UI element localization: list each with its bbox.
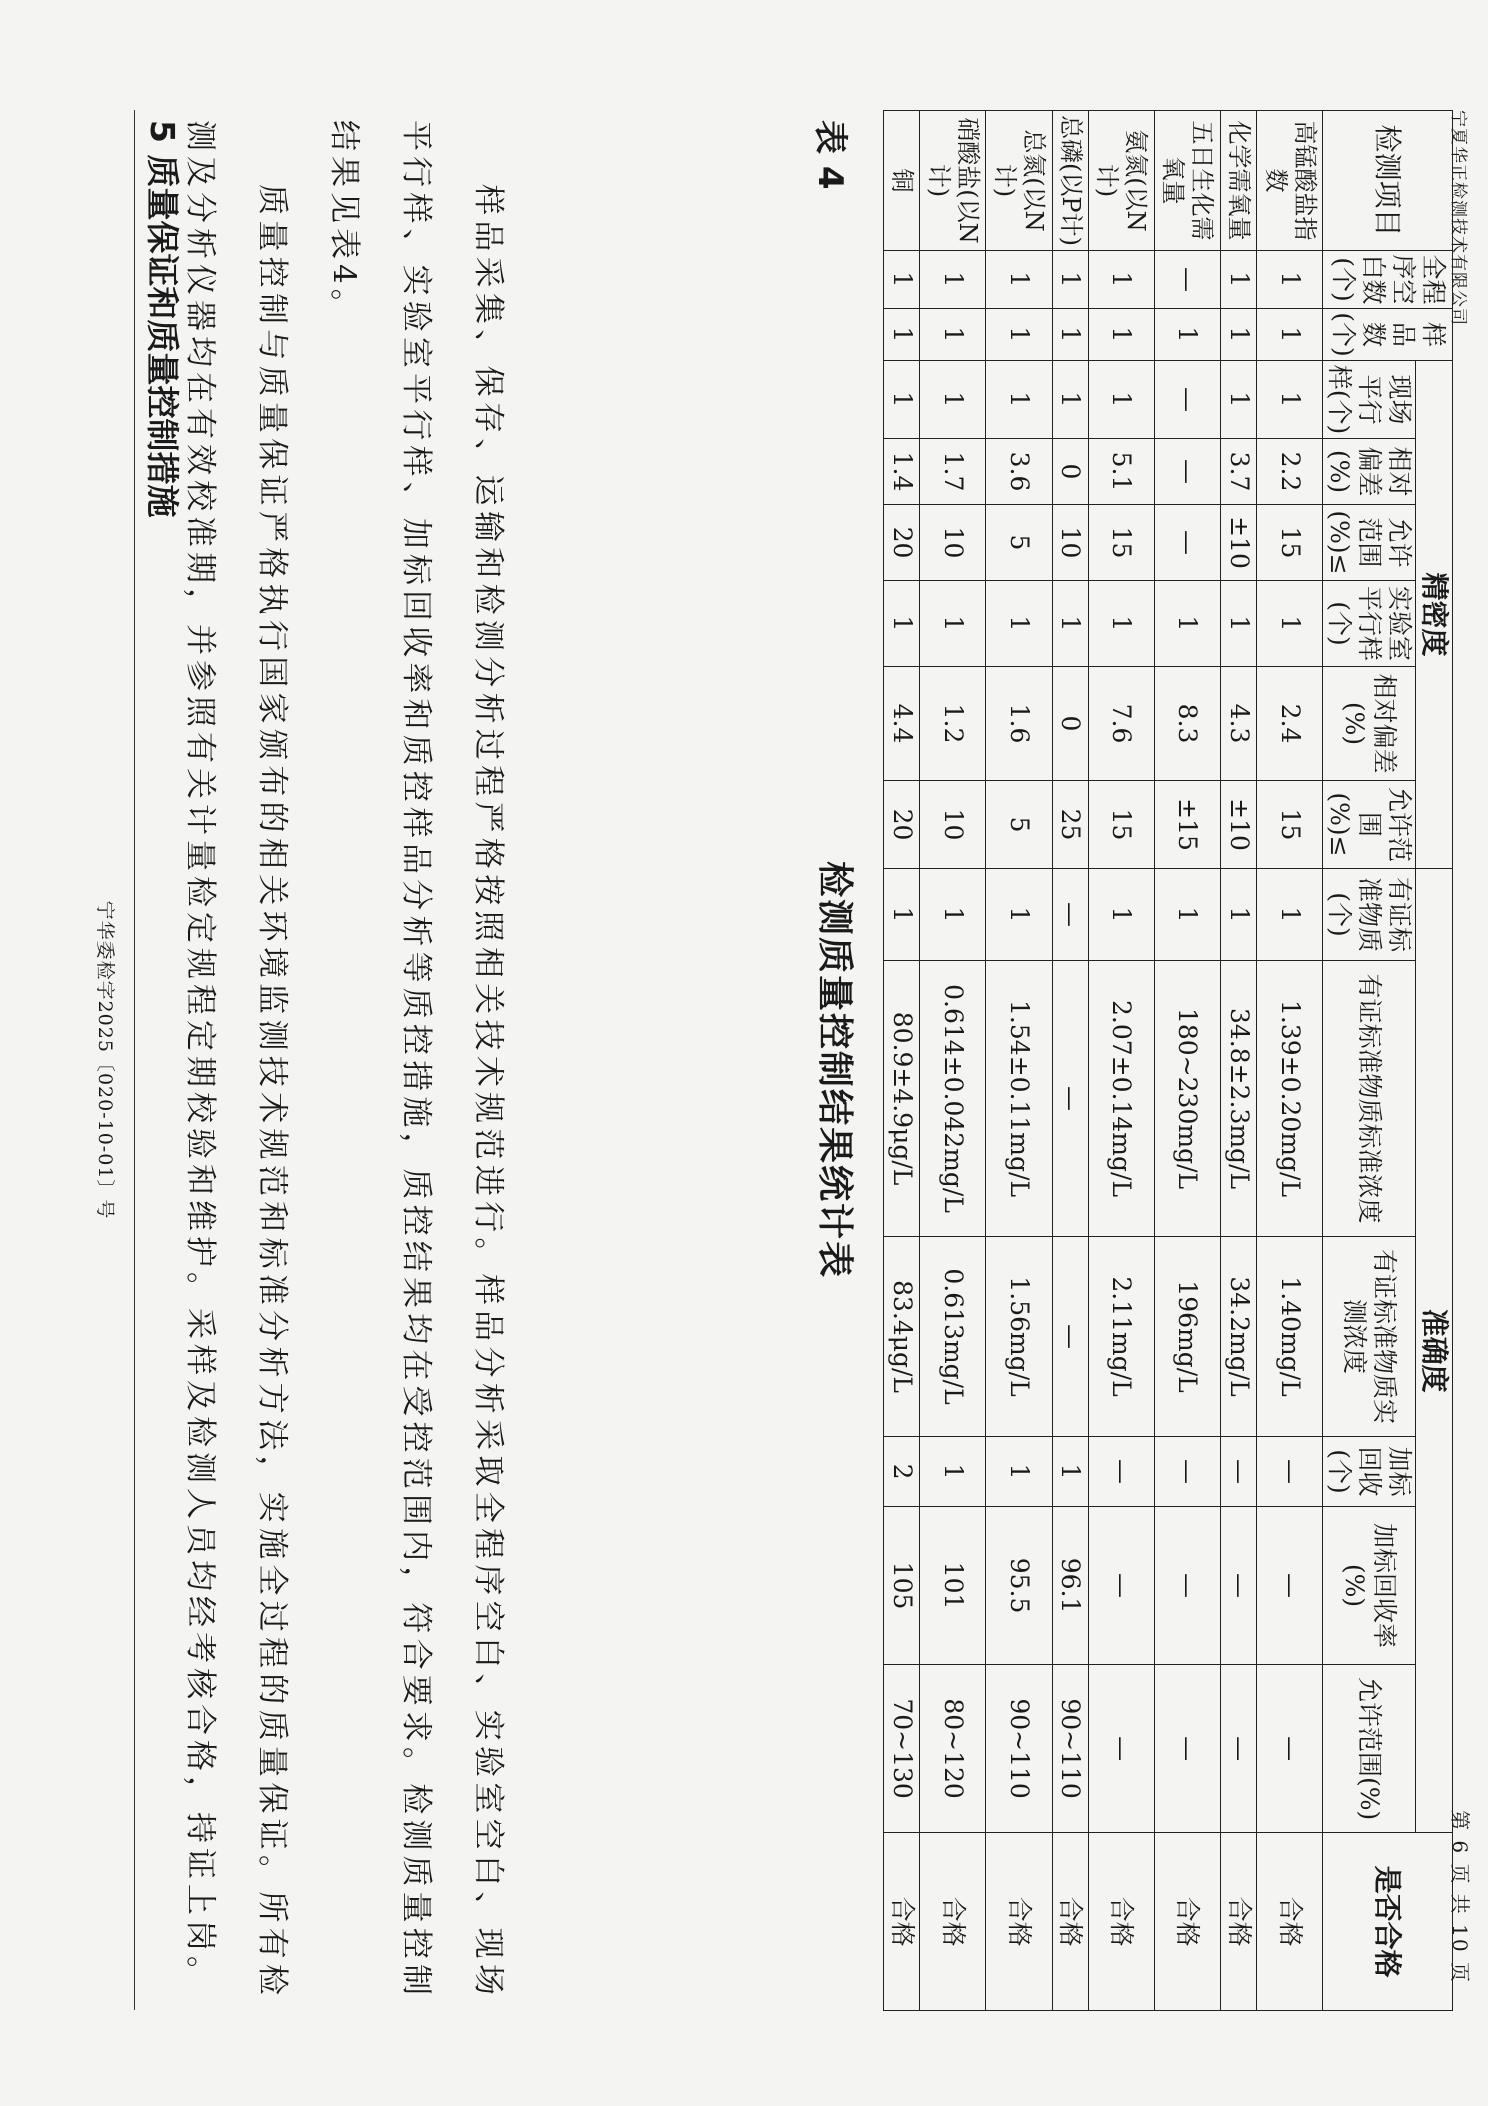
table-cell: 5: [986, 781, 1052, 869]
table-cell: —: [1052, 869, 1088, 961]
table-cell: —: [1088, 1507, 1154, 1665]
table-cell: 10: [920, 781, 986, 869]
table-cell: 2.07±0.14mg/L: [1088, 961, 1154, 1237]
table-cell: 10: [920, 505, 986, 581]
table-row: [1257, 111, 1323, 2011]
table-cell: 0.614±0.042mg/L: [920, 961, 986, 1237]
table-cell: 1: [1154, 581, 1220, 667]
table-cell: 1: [1052, 361, 1088, 439]
table-cell: 3.7: [1221, 439, 1257, 505]
table-cell: 1: [1088, 581, 1154, 667]
table-cell: 1: [1088, 309, 1154, 361]
table-row: [920, 111, 986, 2011]
cell-item-name: 铜: [884, 111, 920, 251]
table-cell: 1.4: [884, 439, 920, 505]
table-cell: 1: [1052, 251, 1088, 309]
table-row: [1221, 111, 1257, 2011]
header-allow-range: 允许范围(%): [1323, 1665, 1416, 1833]
table-header-row-2: [1323, 111, 1416, 2011]
table-cell: —: [1154, 251, 1220, 309]
table-cell: 2.2: [1257, 439, 1323, 505]
table-cell: —: [1257, 1437, 1323, 1507]
table-cell: 合格: [1257, 1833, 1323, 2011]
table-cell: 105: [884, 1507, 920, 1665]
table-cell: 合格: [986, 1833, 1052, 2011]
table-cell: 25: [1052, 781, 1088, 869]
table-cell: 1.6: [986, 667, 1052, 781]
cell-item-name: 总氮(以N计): [986, 111, 1052, 251]
cell-item-name: 化学需氧量: [1221, 111, 1257, 251]
table-cell: 3.6: [986, 439, 1052, 505]
table-cell: 1.2: [920, 667, 986, 781]
table-cell: —: [1221, 1437, 1257, 1507]
table-cell: 1.40mg/L: [1257, 1237, 1323, 1437]
table-cell: 1: [1257, 869, 1323, 961]
table-cell: 96.1: [1052, 1507, 1088, 1665]
table-cell: 1: [986, 869, 1052, 961]
table-cell: 90~110: [1052, 1665, 1088, 1833]
table-row: [1154, 111, 1220, 2011]
paragraph-quality-assurance: 质量控制与质量保证严格执行国家颁布的相关环境监测技术规范和标准分析方法，实施全过程的质量保证。所有检测及分析仪器均在有效校准期，并参照有关计量检定规程定期校验和维护。采样及检测人员均经考核合格，持证上岗。: [182, 120, 290, 2000]
table-row: [1052, 111, 1088, 2011]
header-samples: 样品数(个): [1323, 309, 1453, 361]
table-cell: 1: [1257, 581, 1323, 667]
table-cell: 10: [1052, 505, 1088, 581]
table-cell: 1: [1221, 869, 1257, 961]
table-cell: 0: [1052, 439, 1088, 505]
table-cell: 1: [1088, 251, 1154, 309]
table-cell: 1: [1052, 581, 1088, 667]
table-cell: 1: [986, 1437, 1052, 1507]
table-row: [986, 111, 1052, 2011]
document-number: 宁华委检字2025〔020-10-01〕号: [94, 900, 116, 1220]
header-field-parallel: 现场平行样(个): [1323, 361, 1416, 439]
table-cell: 合格: [1088, 1833, 1154, 2011]
table-cell: 34.8±2.3mg/L: [1221, 961, 1257, 1237]
table-cell: 1: [1088, 361, 1154, 439]
table-cell: 1: [1154, 309, 1220, 361]
table-row: [884, 111, 920, 2011]
table-cell: 2.4: [1257, 667, 1323, 781]
table-cell: 20: [884, 781, 920, 869]
table-cell: 1: [986, 309, 1052, 361]
table-cell: 1.56mg/L: [986, 1237, 1052, 1437]
table-cell: —: [1154, 1665, 1220, 1833]
table-cell: 101: [920, 1507, 986, 1665]
table-cell: 80.9±4.9μg/L: [884, 961, 920, 1237]
table-cell: —: [1257, 1507, 1323, 1665]
table-cell: ±15: [1154, 781, 1220, 869]
header-accuracy: 准确度: [1416, 869, 1453, 1833]
header-spike-count: 加标回收(个): [1323, 1437, 1416, 1507]
table-cell: 合格: [1052, 1833, 1088, 2011]
table-cell: 15: [1257, 781, 1323, 869]
header-blank: 全程序空白数(个): [1323, 251, 1453, 309]
cell-item-name: 高锰酸盐指数: [1257, 111, 1323, 251]
table-cell: 4.3: [1221, 667, 1257, 781]
header-crm-count: 有证标准物质(个): [1323, 869, 1416, 961]
table-cell: 合格: [884, 1833, 920, 2011]
table-label: 表 4: [810, 120, 850, 190]
table-row: [1088, 111, 1154, 2011]
table-cell: 1: [884, 361, 920, 439]
table-cell: —: [1221, 1507, 1257, 1665]
table-cell: 180~230mg/L: [1154, 961, 1220, 1237]
table-cell: 34.2mg/L: [1221, 1237, 1257, 1437]
table-cell: 5: [986, 505, 1052, 581]
company-name: 宁夏华正检测技术有限公司: [1448, 110, 1468, 326]
table-cell: 1: [920, 309, 986, 361]
table-cell: 1: [884, 309, 920, 361]
table-title: 检测质量控制结果统计表: [814, 860, 855, 1279]
table-cell: 15: [1088, 781, 1154, 869]
table-cell: ±10: [1221, 781, 1257, 869]
table-cell: 70~130: [884, 1665, 920, 1833]
table-cell: 1.54±0.11mg/L: [986, 961, 1052, 1237]
table-cell: —: [1221, 1665, 1257, 1833]
cell-item-name: 氨氮(以N计): [1088, 111, 1154, 251]
table-cell: 95.5: [986, 1507, 1052, 1665]
table-cell: —: [1257, 1665, 1323, 1833]
table-cell: 90~110: [986, 1665, 1052, 1833]
table-cell: 合格: [920, 1833, 986, 2011]
table-cell: 1: [986, 581, 1052, 667]
table-header-row-1: [1416, 111, 1453, 2011]
table-cell: —: [1154, 505, 1220, 581]
table-cell: 1: [920, 251, 986, 309]
header-item: 检测项目: [1323, 111, 1453, 251]
section-title: 5 质量保证和质量控制措施: [143, 120, 182, 518]
table-cell: 1: [986, 361, 1052, 439]
table-cell: ±10: [1221, 505, 1257, 581]
table-cell: 1: [1221, 581, 1257, 667]
table-cell: 1: [920, 869, 986, 961]
header-rel-dev-2: 相对偏差(%): [1323, 667, 1416, 781]
paragraph-sample-control: 样品采集、保存、运输和检测分析过程严格按照相关技术规范进行。样品分析采取全程序空白、实验室空白、现场平行样、实验室平行样、加标回收率和质控样品分析等质控措施，质控结果均在受控范围内，符合要求。检测质量控制结果见表4。: [326, 120, 506, 2000]
table-cell: 4.4: [884, 667, 920, 781]
table-cell: 2.11mg/L: [1088, 1237, 1154, 1437]
table-cell: 7.6: [1088, 667, 1154, 781]
table-cell: —: [1052, 961, 1088, 1237]
table-cell: 196mg/L: [1154, 1237, 1220, 1437]
table-cell: 2: [884, 1437, 920, 1507]
table-cell: 8.3: [1154, 667, 1220, 781]
table-cell: 15: [1088, 505, 1154, 581]
table-cell: 1.7: [920, 439, 986, 505]
header-crm-measured: 有证标准物质实测浓度: [1323, 1237, 1416, 1437]
table-cell: —: [1052, 1237, 1088, 1437]
header-pass: 是否合格: [1323, 1833, 1453, 2011]
table-cell: 1: [1088, 869, 1154, 961]
table-cell: 20: [884, 505, 920, 581]
table-cell: 合格: [1154, 1833, 1220, 2011]
header-spike-rate: 加标回收率(%): [1323, 1507, 1416, 1665]
header-allow-1: 允许范围(%)≤: [1323, 505, 1416, 581]
header-crm-std: 有证标准物质标准浓度: [1323, 961, 1416, 1237]
table-cell: 80~120: [920, 1665, 986, 1833]
table-cell: 1: [920, 1437, 986, 1507]
table-cell: 1: [1257, 361, 1323, 439]
cell-item-name: 五日生化需氧量: [1154, 111, 1220, 251]
table-cell: 1: [920, 361, 986, 439]
table-cell: —: [1088, 1665, 1154, 1833]
table-cell: 1: [1221, 309, 1257, 361]
table-cell: —: [1154, 1437, 1220, 1507]
quality-control-table: [883, 110, 1453, 2011]
table-cell: 1: [1221, 251, 1257, 309]
table-cell: —: [1154, 361, 1220, 439]
table-cell: 1: [1052, 309, 1088, 361]
table-cell: 1: [1154, 869, 1220, 961]
header-allow-2: 允许范围(%)≤: [1323, 781, 1416, 869]
page-number: 第 6 页 共 10 页: [1448, 1810, 1472, 1984]
table-cell: 15: [1257, 505, 1323, 581]
table-cell: 1: [1221, 361, 1257, 439]
header-divider: [134, 110, 135, 2010]
table-cell: 1: [884, 869, 920, 961]
table-cell: 1: [986, 251, 1052, 309]
table-cell: 83.4μg/L: [884, 1237, 920, 1437]
cell-item-name: 硝酸盐(以N计): [920, 111, 986, 251]
header-precision: 精密度: [1416, 361, 1453, 869]
table-cell: 1: [1052, 1437, 1088, 1507]
table-cell: 1: [884, 251, 920, 309]
table-cell: 0.613mg/L: [920, 1237, 986, 1437]
cell-item-name: 总磷(以P计): [1052, 111, 1088, 251]
table-cell: 1: [920, 581, 986, 667]
table-cell: 1: [1257, 309, 1323, 361]
table-cell: —: [1154, 1507, 1220, 1665]
table-cell: 1: [1257, 251, 1323, 309]
table-cell: —: [1088, 1437, 1154, 1507]
table-cell: 1.39±0.20mg/L: [1257, 961, 1323, 1237]
table-cell: 5.1: [1088, 439, 1154, 505]
table-cell: —: [1154, 439, 1220, 505]
table-cell: 1: [884, 581, 920, 667]
header-rel-dev-1: 相对偏差(%): [1323, 439, 1416, 505]
table-cell: 0: [1052, 667, 1088, 781]
header-lab-parallel: 实验室平行样(个): [1323, 581, 1416, 667]
table-cell: 合格: [1221, 1833, 1257, 2011]
